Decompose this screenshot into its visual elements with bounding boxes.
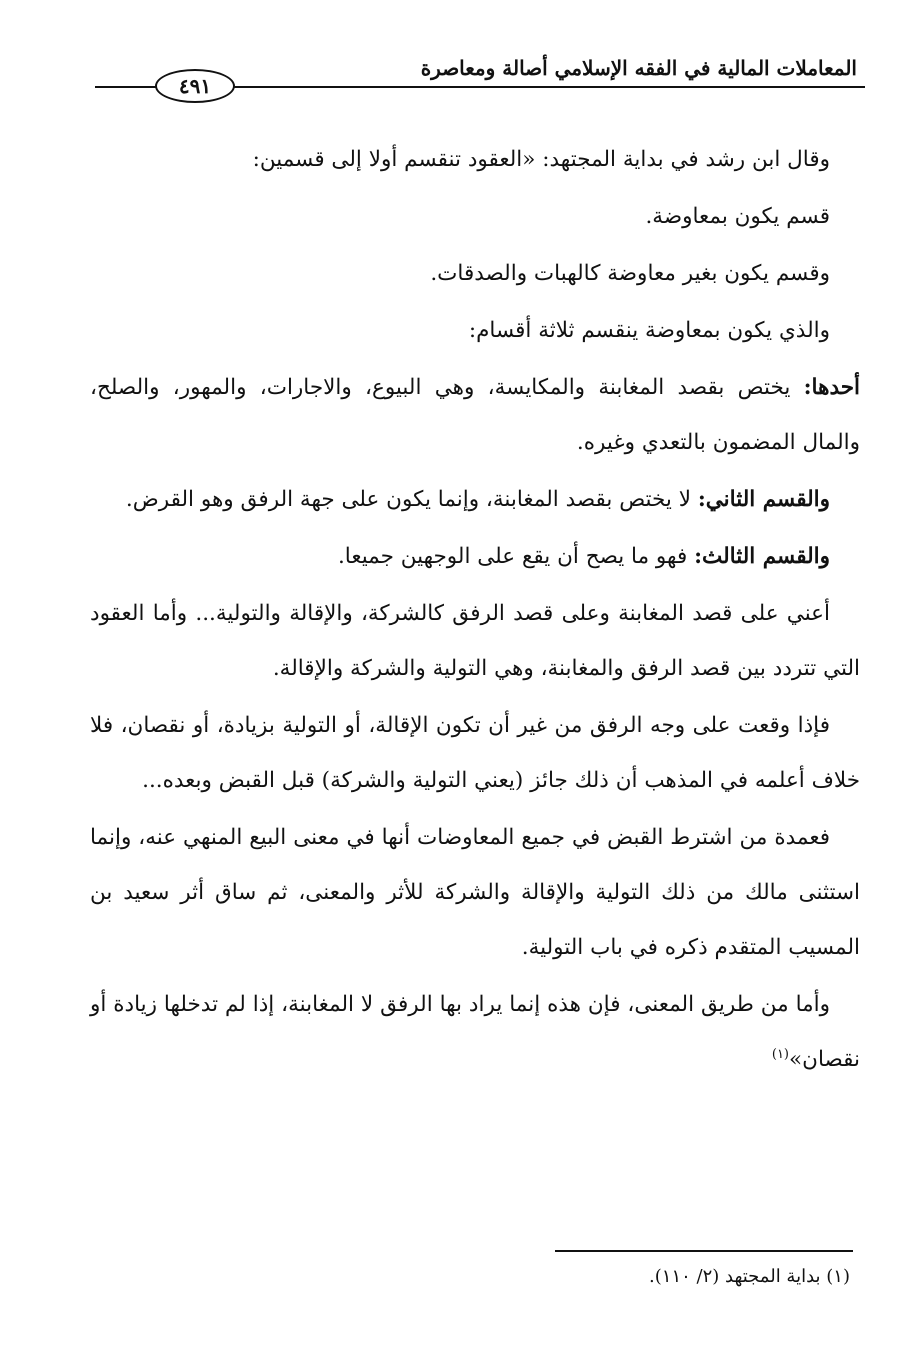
page-header	[95, 46, 865, 98]
paragraph: وأما من طريق المعنى، فإن هذه إنما يراد بها الرفق لا المغابنة، إذا لم تدخلها زيادة أو نقصان»$^{(١)}$	[90, 992, 860, 1072]
footnote-rule	[555, 1250, 853, 1252]
paragraph: والقسم الثالث: فهو ما يصح أن يقع على الوجهين جميعا.	[337, 544, 830, 569]
paragraph: أعني على قصد المغابنة وعلى قصد الرفق كالشركة، والإقالة والتولية... وأما العقود التي تتردد بين قصد الرفق والمغابنة، وهي التولية والشركة والإقالة.	[90, 601, 860, 681]
main-text	[90, 132, 860, 1089]
footnote: (١) بداية المجتهد (٢/ ١١٠).	[649, 1266, 850, 1287]
page-number: ٤٩١	[155, 69, 235, 103]
paragraph: قسم يكون بمعاوضة.	[645, 204, 830, 229]
paragraph: وقسم يكون بغير معاوضة كالهبات والصدقات.	[430, 261, 830, 286]
paragraph: فإذا وقعت على وجه الرفق من غير أن تكون الإقالة، أو التولية بزيادة، أو نقصان، فلا خلاف أعلمه في المذهب أن ذلك جائز (يعني التولية والشركة) قبل القبض وبعده...	[90, 713, 860, 793]
paragraph-lead: والقسم الثالث:	[694, 544, 830, 569]
footnote-ref[interactable]: (١)	[771, 1046, 789, 1062]
paragraph: وقال ابن رشد في بداية المجتهد: «العقود تنقسم أولا إلى قسمين:	[252, 147, 830, 172]
paragraph: والقسم الثاني: لا يختص بقصد المغابنة، وإنما يكون على جهة الرفق وهو القرض.	[125, 487, 830, 512]
paragraph-lead: أحدها:	[803, 375, 860, 400]
paragraph: فعمدة من اشترط القبض في جميع المعاوضات أنها في معنى البيع المنهي عنه، وإنما استثنى مالك من ذلك التولية والإقالة والشركة للأثر والمعنى، ثم ساق أثر سعيد بن المسيب المتقدم ذكره في باب التولية.	[90, 825, 860, 960]
paragraph-lead: والقسم الثاني:	[697, 487, 830, 512]
paragraph: والذي يكون بمعاوضة ينقسم ثلاثة أقسام:	[468, 318, 830, 343]
paragraph: أحدها: يختص بقصد المغابنة والمكايسة، وهي البيوع، والاجارات، والمهور، والصلح، والمال المضمون بالتعدي وغيره.	[90, 375, 860, 455]
book-title: المعاملات المالية في الفقه الإسلامي أصالة ومعاصرة	[420, 56, 857, 80]
